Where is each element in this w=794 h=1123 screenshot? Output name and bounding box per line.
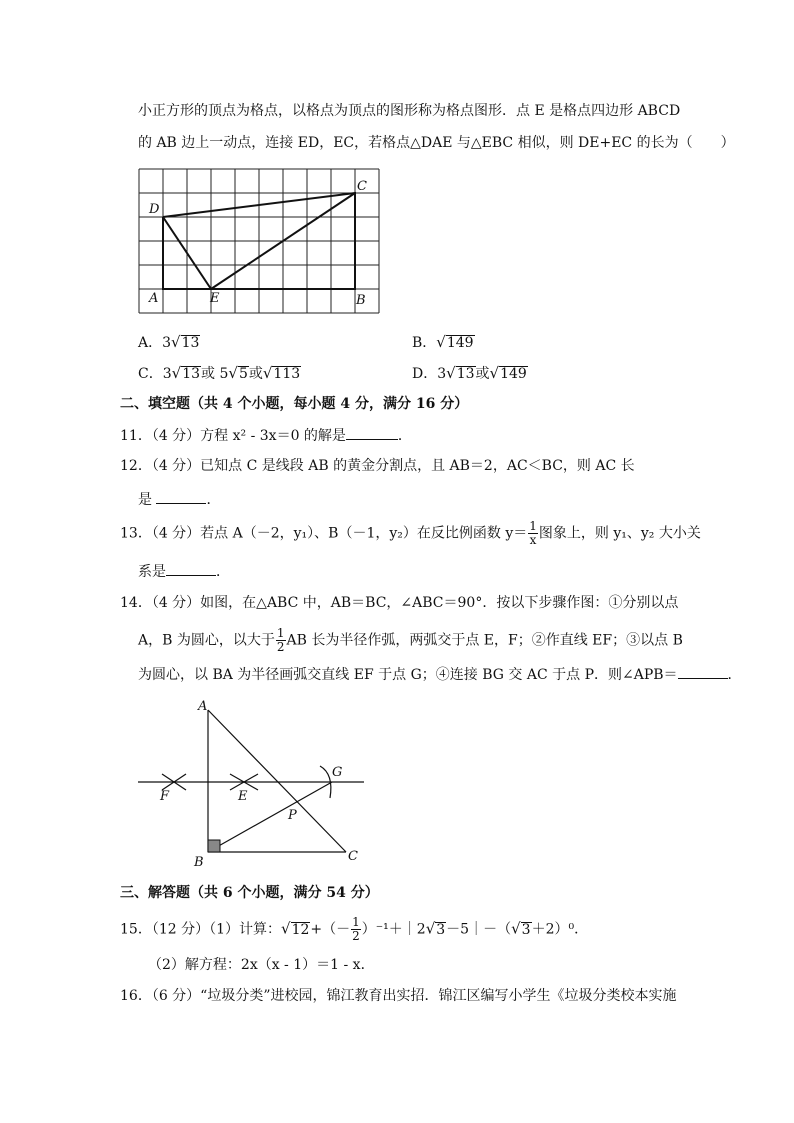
option-b: B．√149 [412, 333, 474, 351]
label-c: C [357, 179, 367, 194]
q13-line-2: 系是 ． [138, 561, 230, 582]
grid-figure [138, 168, 382, 316]
q10-line-1: 小正方形的顶点为格点，以格点为顶点的图形称为格点图形．点 E 是格点四边形 ABCD [138, 103, 681, 119]
section-2-title: 二、填空题（共 4 个小题，每小题 4 分，满分 16 分） [120, 396, 469, 412]
segment-ac [208, 710, 346, 852]
label-a: A [198, 699, 208, 714]
label-d: D [149, 202, 160, 217]
right-angle-mark [208, 840, 220, 852]
label-c: C [348, 849, 358, 864]
q12-line-2: 是 ． [138, 489, 220, 510]
label-e: E [238, 789, 248, 804]
label-a: A [149, 291, 159, 306]
label-b: B [356, 293, 366, 308]
q14-line-1: 14．（4 分）如图，在△ABC 中，AB＝BC，∠ABC＝90°．按以下步骤作图：①分别以点 [120, 595, 679, 611]
q16-line-1: 16．（6 分）“垃圾分类”进校园，锦江教育出实招．锦江区编写小学生《垃圾分类校本实施 [120, 988, 677, 1004]
q12-line-1: 12．（4 分）已知点 C 是线段 AB 的黄金分割点，且 AB＝2，AC＜BC，则 AC 长 [120, 458, 635, 474]
q15-line-2: （2）解方程：2x（x - 1）＝1 - x． [148, 957, 375, 973]
q13-line-1: 13．（4 分）若点 A（－2，y₁）、B（－1，y₂）在反比例函数 y＝ $\frac{1}{x}$ 图象上，则 y₁、y₂ 大小关 [120, 519, 701, 547]
triangle-figure [134, 694, 374, 870]
label-b: B [194, 855, 204, 870]
q11: 11．（4 分）方程 x² - 3x＝0 的解是 ． [120, 425, 412, 446]
q14-line-3: 为圆心，以 BA 为半径画弧交直线 EF 于点 G；④连接 BG 交 AC 于点 P．则∠APB＝ ． [138, 664, 742, 685]
option-d: D．3√13或√149 [412, 364, 527, 382]
label-g: G [332, 765, 343, 780]
section-3-title: 三、解答题（共 6 个小题，满分 54 分） [120, 885, 379, 901]
option-a: A．3√13 [138, 333, 200, 351]
segment-bg [208, 782, 332, 852]
q14-line-2: A，B 为圆心，以大于 $\frac{1}{2}$ AB 长为半径作弧，两弧交于点 E，F；②作直线 EF；③以点 B [138, 626, 683, 654]
q10-line-2: 的 AB 边上一动点，连接 ED，EC，若格点△DAE 与△EBC 相似，则 DE+EC 的长为（ ） [138, 135, 735, 151]
label-p: P [288, 808, 297, 823]
label-e: E [210, 291, 220, 306]
option-c: C．3√13或 5√5或√113 [138, 364, 301, 382]
label-f: F [160, 789, 170, 804]
q15-line-1: 15．（12 分）（1）计算：√12+（－ $\frac{1}{2}$ ）⁻¹＋｜2√3－5｜－（√3＋2）⁰． [120, 915, 589, 943]
